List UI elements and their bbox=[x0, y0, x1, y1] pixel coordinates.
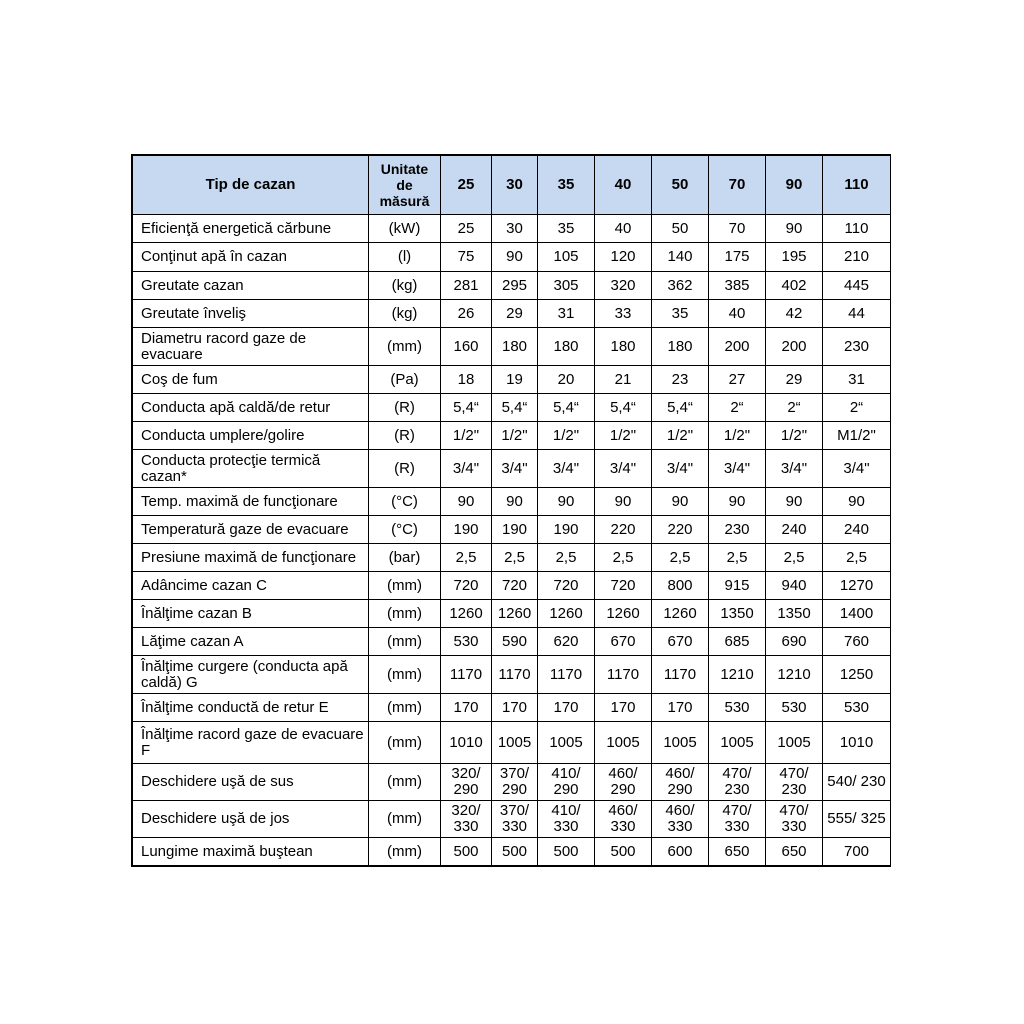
row-unit: (mm) bbox=[369, 600, 441, 628]
header-model: 110 bbox=[823, 156, 891, 215]
cell-value: 1/2" bbox=[441, 422, 492, 450]
row-label: Conducta protecţie termică cazan* bbox=[133, 450, 369, 488]
table-row bbox=[133, 600, 891, 628]
cell-value: 530 bbox=[766, 694, 823, 722]
header-row bbox=[133, 156, 891, 215]
cell-value: 2,5 bbox=[492, 544, 538, 572]
cell-value: 600 bbox=[652, 838, 709, 866]
table-row bbox=[133, 694, 891, 722]
row-label: Coş de fum bbox=[133, 366, 369, 394]
cell-value: 3/4" bbox=[709, 450, 766, 488]
table-row bbox=[133, 764, 891, 801]
row-unit: (mm) bbox=[369, 801, 441, 838]
cell-value: 5,4“ bbox=[538, 394, 595, 422]
row-label: Temperatură gaze de evacuare bbox=[133, 516, 369, 544]
cell-value: 1170 bbox=[538, 656, 595, 694]
cell-value: 140 bbox=[652, 243, 709, 272]
cell-value: 915 bbox=[709, 572, 766, 600]
cell-value: 2,5 bbox=[823, 544, 891, 572]
table-row bbox=[133, 516, 891, 544]
table-row bbox=[133, 328, 891, 366]
row-label: Deschidere uşă de jos bbox=[133, 801, 369, 838]
cell-value: 200 bbox=[709, 328, 766, 366]
cell-value: 200 bbox=[766, 328, 823, 366]
cell-value: 170 bbox=[538, 694, 595, 722]
header-unit-line: Unitate bbox=[380, 161, 429, 177]
cell-value: 555/ 325 bbox=[823, 801, 891, 838]
header-model: 30 bbox=[492, 156, 538, 215]
cell-value: 445 bbox=[823, 272, 891, 300]
cell-value: 2,5 bbox=[652, 544, 709, 572]
row-unit: (mm) bbox=[369, 838, 441, 866]
header-type: Tip de cazan bbox=[133, 156, 369, 215]
cell-value: 1250 bbox=[823, 656, 891, 694]
cell-value: 720 bbox=[538, 572, 595, 600]
cell-value: 1210 bbox=[709, 656, 766, 694]
cell-value: 90 bbox=[766, 488, 823, 516]
row-label: Înălţime racord gaze de evacuare F bbox=[133, 722, 369, 764]
cell-value: 1005 bbox=[538, 722, 595, 764]
row-unit: (mm) bbox=[369, 328, 441, 366]
row-label: Conducta apă caldă/de retur bbox=[133, 394, 369, 422]
cell-value: 33 bbox=[595, 300, 652, 328]
cell-value: 1270 bbox=[823, 572, 891, 600]
cell-value: 105 bbox=[538, 243, 595, 272]
cell-value: 410/ 330 bbox=[538, 801, 595, 838]
cell-value: 3/4" bbox=[441, 450, 492, 488]
cell-value: 2,5 bbox=[595, 544, 652, 572]
cell-value: 2,5 bbox=[766, 544, 823, 572]
table-row bbox=[133, 300, 891, 328]
cell-value: 1010 bbox=[823, 722, 891, 764]
cell-value: 31 bbox=[538, 300, 595, 328]
cell-value: 460/ 290 bbox=[595, 764, 652, 801]
cell-value: 1170 bbox=[595, 656, 652, 694]
cell-value: 320 bbox=[595, 272, 652, 300]
cell-value: 90 bbox=[823, 488, 891, 516]
cell-value: 670 bbox=[652, 628, 709, 656]
row-label: Deschidere uşă de sus bbox=[133, 764, 369, 801]
row-unit: (mm) bbox=[369, 628, 441, 656]
row-unit: (°C) bbox=[369, 488, 441, 516]
cell-value: 2“ bbox=[766, 394, 823, 422]
cell-value: 720 bbox=[492, 572, 538, 600]
cell-value: 720 bbox=[441, 572, 492, 600]
cell-value: 90 bbox=[652, 488, 709, 516]
cell-value: 90 bbox=[709, 488, 766, 516]
cell-value: 3/4" bbox=[492, 450, 538, 488]
cell-value: 180 bbox=[595, 328, 652, 366]
cell-value: 800 bbox=[652, 572, 709, 600]
row-label: Greutate înveliş bbox=[133, 300, 369, 328]
cell-value: 44 bbox=[823, 300, 891, 328]
row-unit: (l) bbox=[369, 243, 441, 272]
cell-value: 470/ 230 bbox=[766, 764, 823, 801]
cell-value: 90 bbox=[538, 488, 595, 516]
row-unit: (R) bbox=[369, 450, 441, 488]
cell-value: 25 bbox=[441, 215, 492, 243]
cell-value: 470/ 230 bbox=[709, 764, 766, 801]
cell-value: 1/2" bbox=[766, 422, 823, 450]
table-row bbox=[133, 628, 891, 656]
row-label: Presiune maximă de funcţionare bbox=[133, 544, 369, 572]
cell-value: 170 bbox=[441, 694, 492, 722]
cell-value: 1005 bbox=[652, 722, 709, 764]
cell-value: M1/2" bbox=[823, 422, 891, 450]
cell-value: 35 bbox=[538, 215, 595, 243]
cell-value: 460/ 330 bbox=[595, 801, 652, 838]
table-row bbox=[133, 243, 891, 272]
cell-value: 170 bbox=[595, 694, 652, 722]
cell-value: 230 bbox=[709, 516, 766, 544]
cell-value: 90 bbox=[595, 488, 652, 516]
cell-value: 370/ 290 bbox=[492, 764, 538, 801]
cell-value: 3/4" bbox=[823, 450, 891, 488]
header-unit-line: de bbox=[396, 177, 413, 193]
cell-value: 180 bbox=[538, 328, 595, 366]
cell-value: 50 bbox=[652, 215, 709, 243]
cell-value: 320/ 330 bbox=[441, 801, 492, 838]
table-row bbox=[133, 394, 891, 422]
cell-value: 31 bbox=[823, 366, 891, 394]
row-label: Înălţime conductă de retur E bbox=[133, 694, 369, 722]
header-model: 90 bbox=[766, 156, 823, 215]
cell-value: 500 bbox=[595, 838, 652, 866]
cell-value: 470/ 330 bbox=[709, 801, 766, 838]
cell-value: 19 bbox=[492, 366, 538, 394]
cell-value: 26 bbox=[441, 300, 492, 328]
cell-value: 40 bbox=[709, 300, 766, 328]
row-label: Conţinut apă în cazan bbox=[133, 243, 369, 272]
row-unit: (mm) bbox=[369, 722, 441, 764]
cell-value: 180 bbox=[492, 328, 538, 366]
row-unit: (°C) bbox=[369, 516, 441, 544]
cell-value: 500 bbox=[441, 838, 492, 866]
cell-value: 5,4“ bbox=[441, 394, 492, 422]
cell-value: 110 bbox=[823, 215, 891, 243]
row-unit: (kW) bbox=[369, 215, 441, 243]
cell-value: 180 bbox=[652, 328, 709, 366]
cell-value: 670 bbox=[595, 628, 652, 656]
cell-value: 690 bbox=[766, 628, 823, 656]
cell-value: 295 bbox=[492, 272, 538, 300]
cell-value: 685 bbox=[709, 628, 766, 656]
table-row bbox=[133, 544, 891, 572]
cell-value: 220 bbox=[595, 516, 652, 544]
row-label: Lăţime cazan A bbox=[133, 628, 369, 656]
header-unit bbox=[369, 156, 441, 215]
cell-value: 40 bbox=[595, 215, 652, 243]
cell-value: 590 bbox=[492, 628, 538, 656]
boiler-specs-table-frame bbox=[131, 154, 891, 867]
cell-value: 305 bbox=[538, 272, 595, 300]
cell-value: 1170 bbox=[441, 656, 492, 694]
cell-value: 3/4" bbox=[766, 450, 823, 488]
cell-value: 170 bbox=[492, 694, 538, 722]
cell-value: 470/ 330 bbox=[766, 801, 823, 838]
cell-value: 5,4“ bbox=[652, 394, 709, 422]
cell-value: 530 bbox=[823, 694, 891, 722]
cell-value: 1/2" bbox=[709, 422, 766, 450]
cell-value: 1010 bbox=[441, 722, 492, 764]
cell-value: 220 bbox=[652, 516, 709, 544]
cell-value: 5,4“ bbox=[492, 394, 538, 422]
cell-value: 460/ 330 bbox=[652, 801, 709, 838]
cell-value: 27 bbox=[709, 366, 766, 394]
cell-value: 190 bbox=[441, 516, 492, 544]
cell-value: 240 bbox=[766, 516, 823, 544]
cell-value: 2,5 bbox=[709, 544, 766, 572]
cell-value: 540/ 230 bbox=[823, 764, 891, 801]
cell-value: 1260 bbox=[652, 600, 709, 628]
cell-value: 120 bbox=[595, 243, 652, 272]
row-unit: (mm) bbox=[369, 656, 441, 694]
cell-value: 210 bbox=[823, 243, 891, 272]
cell-value: 500 bbox=[538, 838, 595, 866]
cell-value: 1400 bbox=[823, 600, 891, 628]
cell-value: 1260 bbox=[441, 600, 492, 628]
row-label: Conducta umplere/golire bbox=[133, 422, 369, 450]
cell-value: 29 bbox=[766, 366, 823, 394]
row-unit: (kg) bbox=[369, 300, 441, 328]
table-row bbox=[133, 488, 891, 516]
row-label: Temp. maximă de funcţionare bbox=[133, 488, 369, 516]
cell-value: 720 bbox=[595, 572, 652, 600]
cell-value: 1350 bbox=[709, 600, 766, 628]
row-unit: (bar) bbox=[369, 544, 441, 572]
row-label: Eficienţă energetică cărbune bbox=[133, 215, 369, 243]
table-row bbox=[133, 572, 891, 600]
row-label: Lungime maximă buştean bbox=[133, 838, 369, 866]
header-unit-line: măsură bbox=[379, 193, 430, 209]
cell-value: 410/ 290 bbox=[538, 764, 595, 801]
row-label: Diametru racord gaze de evacuare bbox=[133, 328, 369, 366]
cell-value: 700 bbox=[823, 838, 891, 866]
cell-value: 2“ bbox=[823, 394, 891, 422]
cell-value: 650 bbox=[709, 838, 766, 866]
cell-value: 320/ 290 bbox=[441, 764, 492, 801]
cell-value: 1170 bbox=[492, 656, 538, 694]
cell-value: 3/4" bbox=[538, 450, 595, 488]
cell-value: 195 bbox=[766, 243, 823, 272]
cell-value: 2“ bbox=[709, 394, 766, 422]
cell-value: 230 bbox=[823, 328, 891, 366]
row-unit: (kg) bbox=[369, 272, 441, 300]
row-unit: (R) bbox=[369, 394, 441, 422]
cell-value: 1210 bbox=[766, 656, 823, 694]
cell-value: 362 bbox=[652, 272, 709, 300]
table-row bbox=[133, 801, 891, 838]
cell-value: 190 bbox=[538, 516, 595, 544]
row-unit: (Pa) bbox=[369, 366, 441, 394]
cell-value: 760 bbox=[823, 628, 891, 656]
cell-value: 5,4“ bbox=[595, 394, 652, 422]
header-model: 25 bbox=[441, 156, 492, 215]
cell-value: 70 bbox=[709, 215, 766, 243]
row-label: Înălţime curgere (conducta apă caldă) G bbox=[133, 656, 369, 694]
cell-value: 20 bbox=[538, 366, 595, 394]
cell-value: 42 bbox=[766, 300, 823, 328]
cell-value: 90 bbox=[441, 488, 492, 516]
cell-value: 1/2" bbox=[595, 422, 652, 450]
table-row bbox=[133, 422, 891, 450]
cell-value: 1005 bbox=[492, 722, 538, 764]
table-row bbox=[133, 656, 891, 694]
cell-value: 90 bbox=[766, 215, 823, 243]
cell-value: 1/2" bbox=[652, 422, 709, 450]
cell-value: 3/4" bbox=[652, 450, 709, 488]
cell-value: 21 bbox=[595, 366, 652, 394]
cell-value: 30 bbox=[492, 215, 538, 243]
cell-value: 170 bbox=[652, 694, 709, 722]
cell-value: 1260 bbox=[492, 600, 538, 628]
cell-value: 23 bbox=[652, 366, 709, 394]
cell-value: 175 bbox=[709, 243, 766, 272]
cell-value: 620 bbox=[538, 628, 595, 656]
cell-value: 1/2" bbox=[492, 422, 538, 450]
cell-value: 90 bbox=[492, 243, 538, 272]
boiler-specs-table bbox=[132, 155, 891, 866]
table-row bbox=[133, 366, 891, 394]
row-label: Adâncime cazan C bbox=[133, 572, 369, 600]
cell-value: 1260 bbox=[595, 600, 652, 628]
cell-value: 18 bbox=[441, 366, 492, 394]
table-row bbox=[133, 838, 891, 866]
row-unit: (mm) bbox=[369, 694, 441, 722]
cell-value: 240 bbox=[823, 516, 891, 544]
cell-value: 1260 bbox=[538, 600, 595, 628]
cell-value: 370/ 330 bbox=[492, 801, 538, 838]
cell-value: 530 bbox=[441, 628, 492, 656]
cell-value: 1170 bbox=[652, 656, 709, 694]
table-row bbox=[133, 215, 891, 243]
cell-value: 190 bbox=[492, 516, 538, 544]
cell-value: 90 bbox=[492, 488, 538, 516]
cell-value: 402 bbox=[766, 272, 823, 300]
cell-value: 460/ 290 bbox=[652, 764, 709, 801]
cell-value: 500 bbox=[492, 838, 538, 866]
header-model: 35 bbox=[538, 156, 595, 215]
header-model: 40 bbox=[595, 156, 652, 215]
cell-value: 29 bbox=[492, 300, 538, 328]
cell-value: 3/4" bbox=[595, 450, 652, 488]
table-row bbox=[133, 272, 891, 300]
cell-value: 385 bbox=[709, 272, 766, 300]
cell-value: 35 bbox=[652, 300, 709, 328]
row-label: Greutate cazan bbox=[133, 272, 369, 300]
cell-value: 1005 bbox=[709, 722, 766, 764]
cell-value: 75 bbox=[441, 243, 492, 272]
header-model: 70 bbox=[709, 156, 766, 215]
row-unit: (mm) bbox=[369, 764, 441, 801]
table-row bbox=[133, 722, 891, 764]
table-row bbox=[133, 450, 891, 488]
cell-value: 281 bbox=[441, 272, 492, 300]
cell-value: 940 bbox=[766, 572, 823, 600]
cell-value: 1005 bbox=[595, 722, 652, 764]
cell-value: 650 bbox=[766, 838, 823, 866]
cell-value: 530 bbox=[709, 694, 766, 722]
row-unit: (R) bbox=[369, 422, 441, 450]
row-unit: (mm) bbox=[369, 572, 441, 600]
header-model: 50 bbox=[652, 156, 709, 215]
cell-value: 160 bbox=[441, 328, 492, 366]
cell-value: 2,5 bbox=[441, 544, 492, 572]
cell-value: 1/2" bbox=[538, 422, 595, 450]
cell-value: 1005 bbox=[766, 722, 823, 764]
cell-value: 2,5 bbox=[538, 544, 595, 572]
row-label: Înălţime cazan B bbox=[133, 600, 369, 628]
cell-value: 1350 bbox=[766, 600, 823, 628]
